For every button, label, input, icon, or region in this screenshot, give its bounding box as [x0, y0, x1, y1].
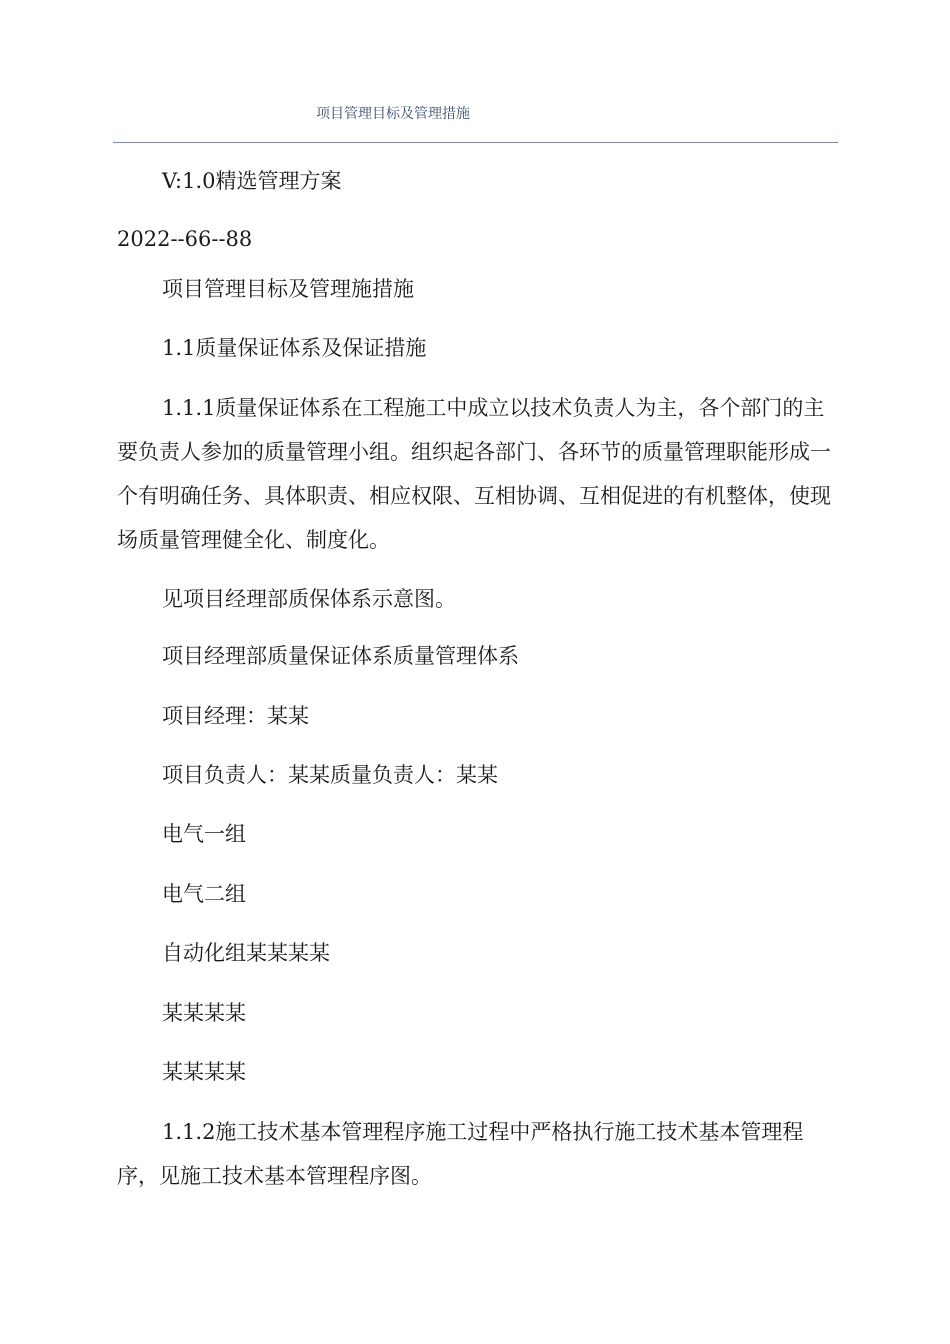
header-title: 项目管理目标及管理措施 — [316, 106, 470, 122]
paragraph-automation-group: 自动化组某某某某 — [162, 941, 330, 965]
paragraph-1-1-2: 1.1.2施工技术基本管理程序施工过程中严格执行施工技术基本管理程序，见施工技术基本管理程序图。 — [117, 1120, 804, 1188]
header-divider — [113, 142, 838, 143]
paragraph-system-title: 项目经理部质量保证体系质量管理体系 — [162, 644, 519, 668]
version-line: V:1.0精选管理方案 — [162, 169, 342, 193]
paragraph-names-2: 某某某某 — [162, 1060, 246, 1084]
section-heading-1-1: 1.1质量保证体系及保证措施 — [162, 336, 427, 360]
paragraph-electrical-group-1: 电气一组 — [162, 822, 246, 846]
paragraph-responsible-persons: 项目负责人：某某质量负责人：某某 — [162, 763, 498, 787]
document-title: 项目管理目标及管理施措施 — [162, 277, 414, 301]
paragraph-names-1: 某某某某 — [162, 1001, 246, 1025]
paragraph-1-1-1: 1.1.1质量保证体系在工程施工中成立以技术负责人为主，各个部门的主要负责人参加的质量管理小组。组织起各部门、各环节的质量管理职能形成一个有明确任务、具体职责、相应权限、互相协调、互相促进的有机整体，使现场质量管理健全化、制度化。 — [117, 396, 831, 552]
date-line: 2022--66--88 — [117, 227, 253, 251]
paragraph-electrical-group-2: 电气二组 — [162, 882, 246, 906]
paragraph-see-diagram: 见项目经理部质保体系示意图。 — [162, 587, 456, 611]
paragraph-project-manager: 项目经理：某某 — [162, 704, 309, 728]
